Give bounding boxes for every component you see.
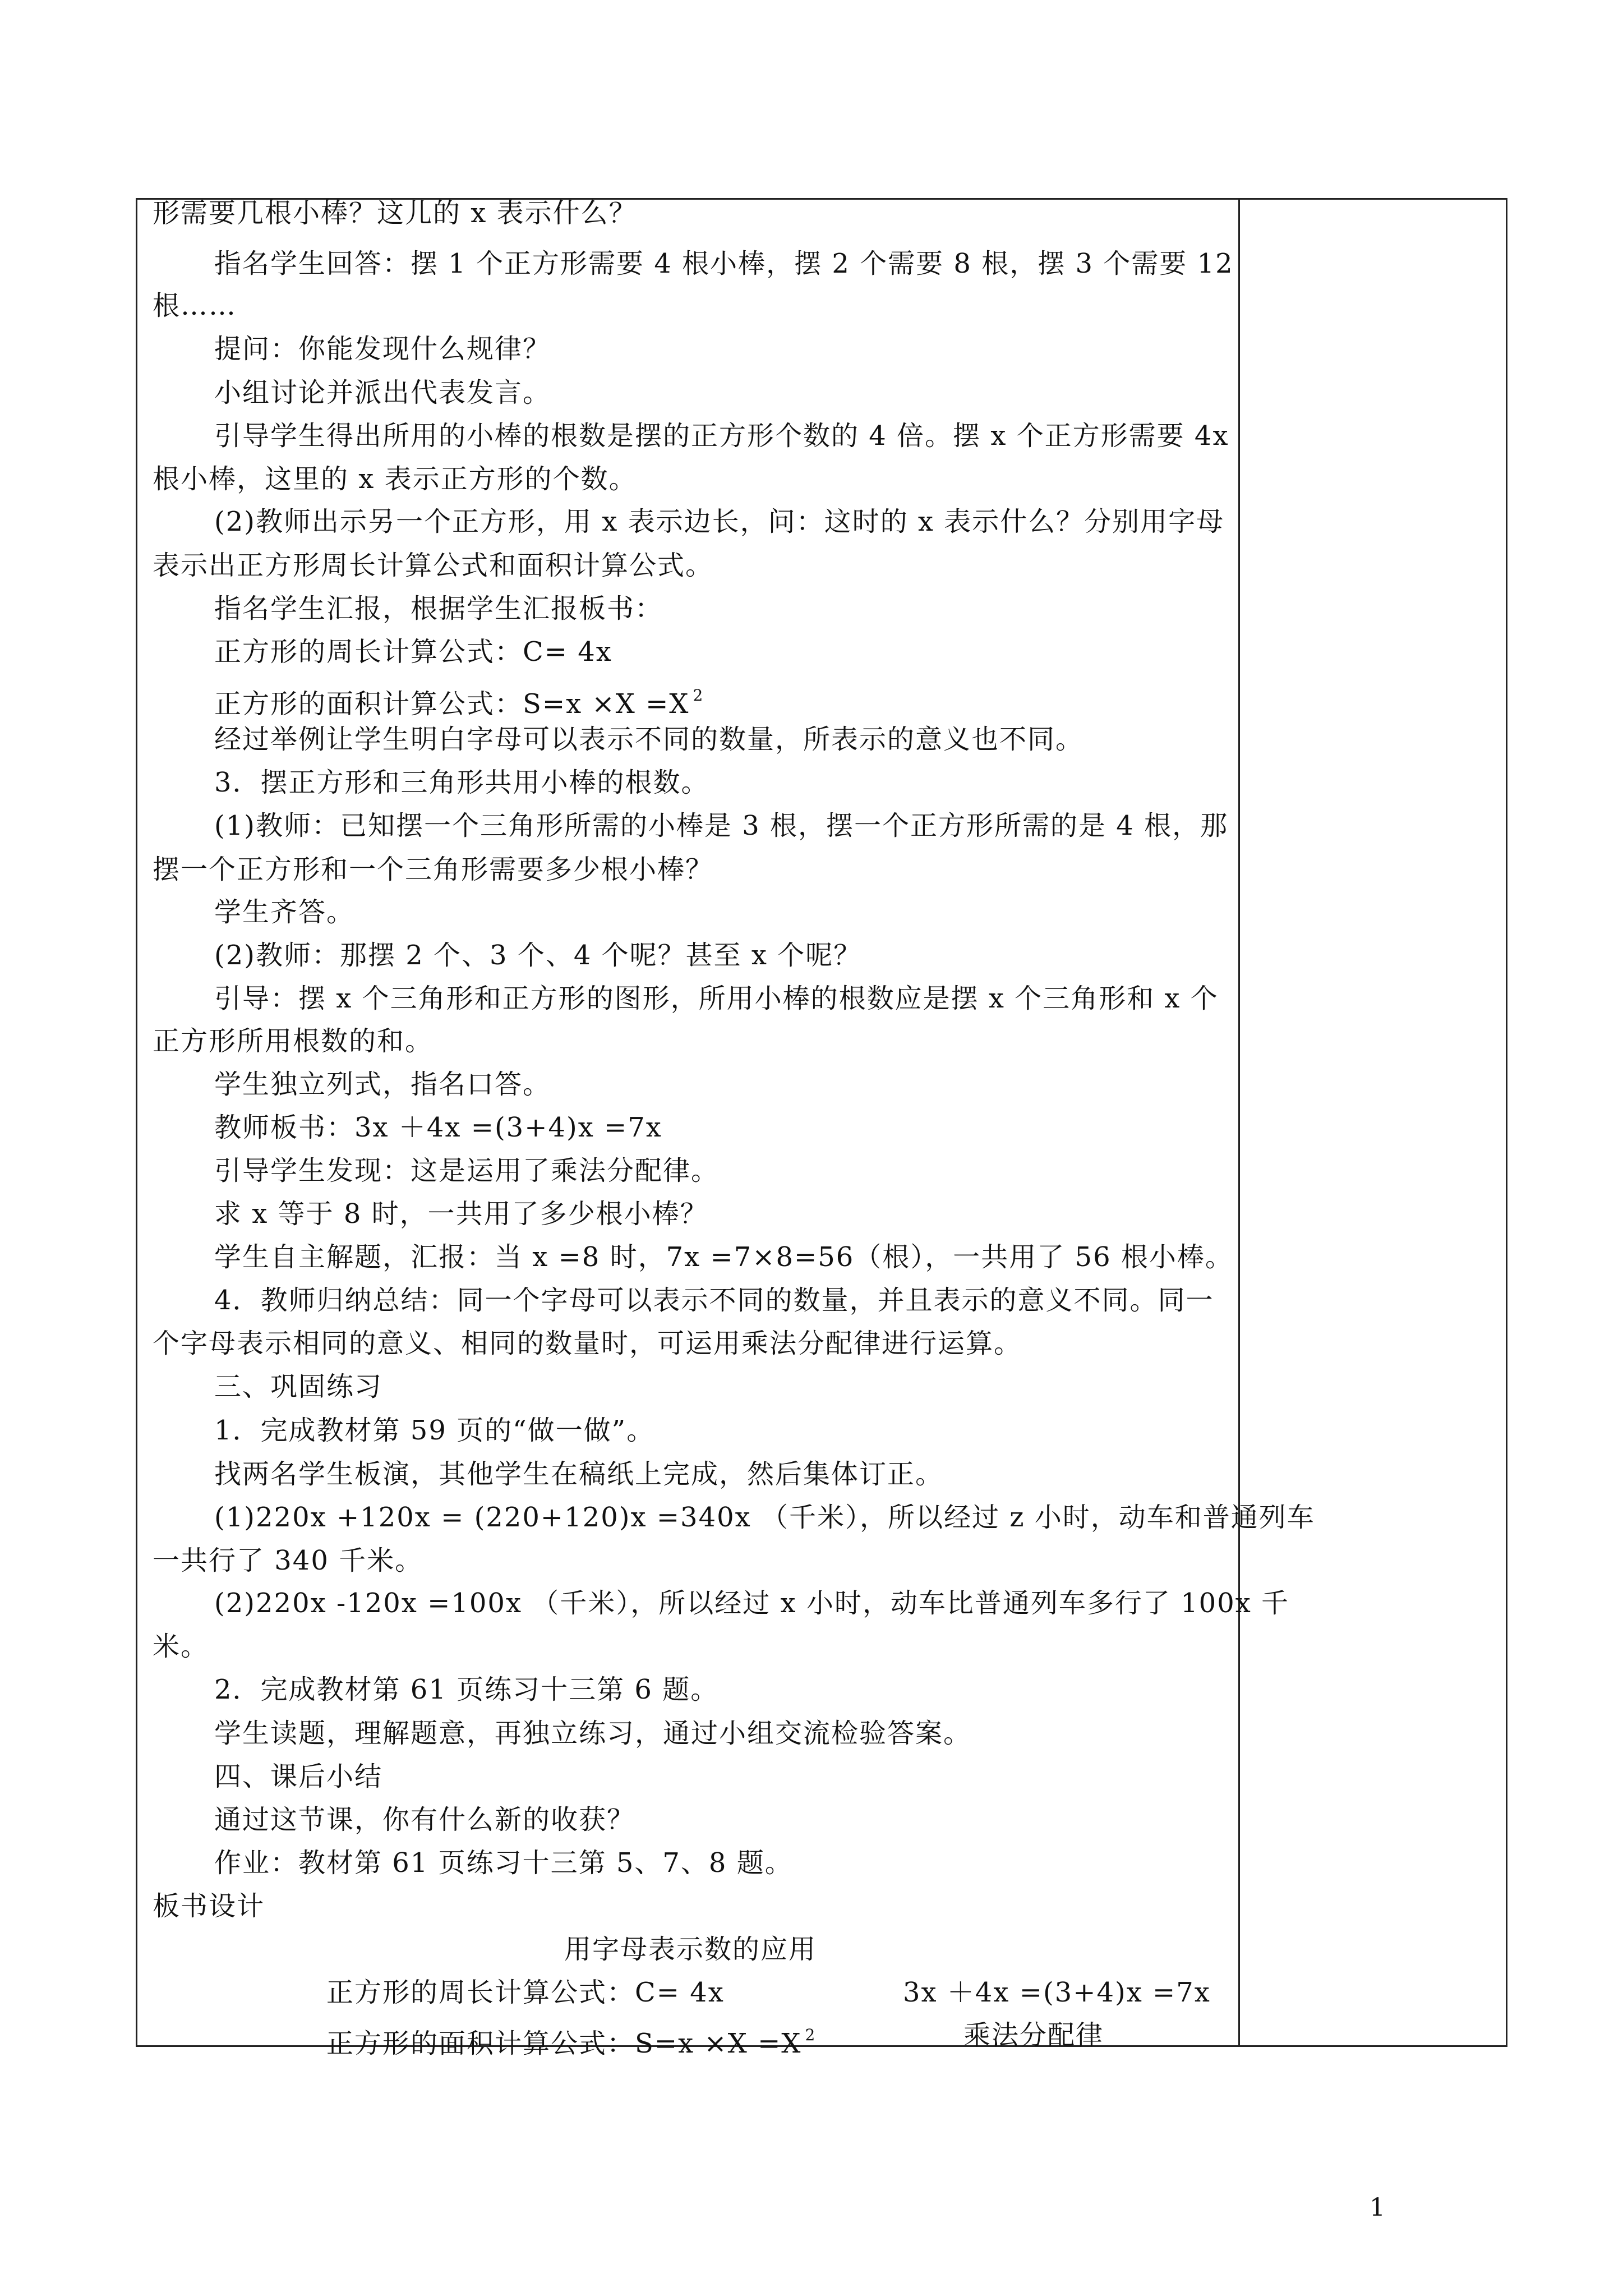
board-distributive-formula: 3x ＋4x =(3+4)x =7x [903,1977,1211,2008]
text-line: 个字母表示相同的意义、相同的数量时，可运用乘法分配律进行运算。 [153,1328,1022,1359]
board-design-heading: 板书设计 [153,1890,265,1922]
text-line: 2．完成教材第 61 页练习十三第 6 题。 [214,1674,719,1705]
table-divider [1238,198,1240,2047]
text-line: 经过举例让学生明白字母可以表示不同的数量，所表示的意义也不同。 [214,724,1084,755]
text-line: 形需要几根小棒？这儿的 x 表示什么？ [153,197,637,229]
text-line: 学生齐答。 [214,896,355,928]
text-line: 小组讨论并派出代表发言。 [214,377,551,408]
text-line: 4．教师归纳总结：同一个字母可以表示不同的数量，并且表示的意义不同。同一 [214,1285,1214,1316]
text-line: 正方形所用根数的和。 [153,1025,434,1057]
text-line: 引导：摆 x 个三角形和正方形的图形，所用小棒的根数应是摆 x 个三角形和 x 个 [214,983,1219,1014]
text-line: 学生自主解题，汇报：当 x =8 时，7x =7×8=56（根），一共用了 56 根小棒。 [214,1241,1233,1273]
exponent: 2 [693,686,704,705]
text-line: 求 x 等于 8 时，一共用了多少根小棒？ [214,1198,708,1230]
table-left-border [136,198,137,2047]
board-title: 用字母表示数的应用 [564,1934,817,1965]
text-line: 指名学生汇报，根据学生汇报板书： [214,593,663,624]
text-line: 提问：你能发现什么规律？ [214,333,551,365]
text-line: 3．摆正方形和三角形共用小棒的根数。 [214,767,709,798]
page-number: 1 [1370,2193,1385,2222]
text-line: 表示出正方形周长计算公式和面积计算公式。 [153,550,714,581]
text-line: 找两名学生板演，其他学生在稿纸上完成，然后集体订正。 [214,1458,944,1490]
area-formula-text: 正方形的面积计算公式：S=x ×X =X [214,688,690,720]
text-line: 摆一个正方形和一个三角形需要多少根小棒？ [153,854,714,885]
text-line: 学生独立列式，指名口答。 [214,1069,551,1100]
text-line: 1．完成教材第 59 页的“做一做”。 [214,1415,655,1446]
text-line: (2)教师出示另一个正方形，用 x 表示边长，问：这时的 x 表示什么？分别用字母 [214,506,1225,537]
text-line [214,679,704,721]
text-line: (2)220x -120x =100x （千米），所以经过 x 小时，动车比普通列车多行了 100x 千 [214,1588,1290,1619]
text-line: (1)教师：已知摆一个三角形所需的小棒是 3 根，摆一个正方形所需的是 4 根，那 [214,810,1229,841]
board-area-formula [326,2018,816,2060]
text-line: 指名学生回答：摆 1 个正方形需要 4 根小棒，摆 2 个需要 8 根，摆 3 个需要 12 [214,248,1234,279]
text-line: (1)220x +120x = (220+120)x =340x （千米），所以经过 z 小时，动车和普通列车 [214,1502,1315,1533]
board-area-text: 正方形的面积计算公式：S=x ×X =X [326,2028,802,2059]
board-law: 乘法分配律 [963,2019,1104,2051]
table-right-border [1506,198,1507,2047]
text-line: 通过这节课，你有什么新的收获？ [214,1804,635,1835]
text-line: 米。 [153,1631,209,1662]
text-line: (2)教师：那摆 2 个、3 个、4 个呢？甚至 x 个呢？ [214,940,862,971]
board-perimeter-formula: 正方形的周长计算公式：C= 4x [326,1977,725,2008]
text-line: 引导学生得出所用的小棒的根数是摆的正方形个数的 4 倍。摆 x 个正方形需要 4x [214,420,1229,452]
text-line: 正方形的周长计算公式：C= 4x [214,636,612,668]
text-line: 根小棒，这里的 x 表示正方形的个数。 [153,463,637,495]
exponent: 2 [805,2026,817,2044]
text-line: 作业：教材第 61 页练习十三第 5、7、8 题。 [214,1847,793,1879]
text-line: 根…… [153,290,237,321]
text-line: 一共行了 340 千米。 [153,1545,423,1576]
text-line: 教师板书：3x ＋4x =(3+4)x =7x [214,1112,662,1143]
text-line: 四、课后小结 [214,1761,383,1792]
text-line: 三、巩固练习 [214,1371,383,1402]
text-line: 学生读题，理解题意，再独立练习，通过小组交流检验答案。 [214,1718,972,1749]
text-line: 引导学生发现：这是运用了乘法分配律。 [214,1155,720,1186]
